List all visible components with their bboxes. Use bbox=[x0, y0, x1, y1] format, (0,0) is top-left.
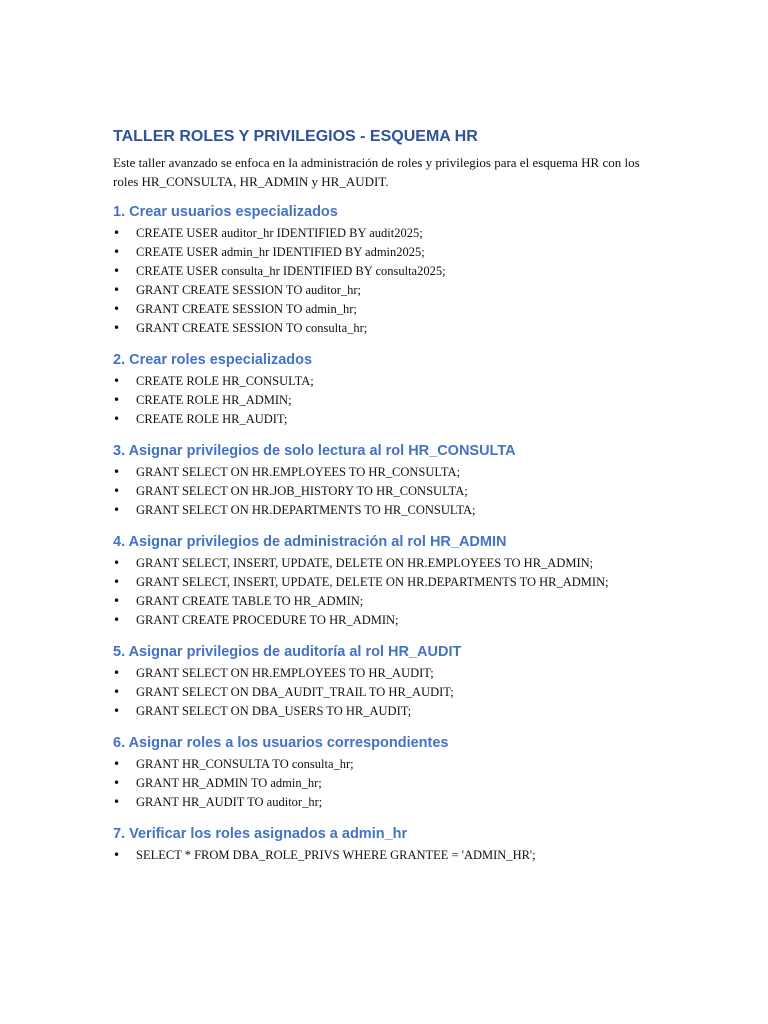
list-item bbox=[113, 463, 728, 482]
list-item bbox=[113, 243, 728, 262]
command-list bbox=[113, 554, 728, 630]
list-item bbox=[113, 611, 728, 630]
bullet-icon: • bbox=[113, 575, 121, 589]
section-heading: 1. Crear usuarios especializados bbox=[113, 204, 338, 220]
bullet-icon: • bbox=[113, 613, 121, 627]
bullet-icon: • bbox=[113, 412, 121, 426]
command-text: CREATE ROLE HR_CONSULTA; bbox=[136, 374, 314, 388]
section-assign-roles bbox=[113, 734, 728, 812]
command-text: GRANT SELECT, INSERT, UPDATE, DELETE ON HR.EMPLOYEES TO HR_ADMIN; bbox=[136, 556, 594, 570]
command-list bbox=[113, 224, 728, 338]
list-item bbox=[113, 410, 728, 429]
section-verify-roles bbox=[113, 825, 728, 865]
command-text: GRANT SELECT ON HR.DEPARTMENTS TO HR_CONSULTA; bbox=[136, 503, 476, 517]
command-text: SELECT * FROM DBA_ROLE_PRIVS WHERE GRANTEE = 'ADMIN_HR'; bbox=[136, 848, 536, 862]
command-text: CREATE USER auditor_hr IDENTIFIED BY audit2025; bbox=[136, 226, 423, 240]
command-text: GRANT HR_AUDIT TO auditor_hr; bbox=[136, 795, 323, 809]
section-heading: 3. Asignar privilegios de solo lectura al rol HR_CONSULTA bbox=[113, 443, 516, 459]
list-item bbox=[113, 664, 728, 683]
bullet-icon: • bbox=[113, 556, 121, 570]
section-heading: 6. Asignar roles a los usuarios correspondientes bbox=[113, 735, 449, 751]
command-text: GRANT CREATE SESSION TO auditor_hr; bbox=[136, 283, 362, 297]
command-text: GRANT CREATE PROCEDURE TO HR_ADMIN; bbox=[136, 613, 399, 627]
bullet-icon: • bbox=[113, 776, 121, 790]
bullet-icon: • bbox=[113, 374, 121, 388]
command-text: GRANT SELECT ON HR.JOB_HISTORY TO HR_CONSULTA; bbox=[136, 484, 468, 498]
command-text: CREATE USER admin_hr IDENTIFIED BY admin2025; bbox=[136, 245, 425, 259]
command-text: CREATE ROLE HR_ADMIN; bbox=[136, 393, 292, 407]
list-item bbox=[113, 391, 728, 410]
command-text: GRANT SELECT ON DBA_AUDIT_TRAIL TO HR_AUDIT; bbox=[136, 685, 454, 699]
bullet-icon: • bbox=[113, 484, 121, 498]
list-item bbox=[113, 702, 728, 721]
list-item bbox=[113, 793, 728, 812]
command-text: GRANT CREATE TABLE TO HR_ADMIN; bbox=[136, 594, 364, 608]
command-text: GRANT HR_CONSULTA TO consulta_hr; bbox=[136, 757, 354, 771]
bullet-icon: • bbox=[113, 685, 121, 699]
command-text: GRANT CREATE SESSION TO admin_hr; bbox=[136, 302, 357, 316]
command-text: GRANT HR_ADMIN TO admin_hr; bbox=[136, 776, 322, 790]
bullet-icon: • bbox=[113, 704, 121, 718]
list-item bbox=[113, 573, 728, 592]
bullet-icon: • bbox=[113, 283, 121, 297]
list-item bbox=[113, 846, 728, 865]
section-create-users bbox=[113, 203, 728, 338]
section-heading: 7. Verificar los roles asignados a admin_hr bbox=[113, 826, 408, 842]
list-item bbox=[113, 501, 728, 520]
list-item bbox=[113, 224, 728, 243]
list-item bbox=[113, 554, 728, 573]
command-list bbox=[113, 846, 728, 865]
command-text: GRANT SELECT ON HR.EMPLOYEES TO HR_AUDIT; bbox=[136, 666, 434, 680]
command-text: CREATE ROLE HR_AUDIT; bbox=[136, 412, 288, 426]
bullet-icon: • bbox=[113, 503, 121, 517]
document-title: TALLER ROLES Y PRIVILEGIOS - ESQUEMA HR bbox=[113, 128, 478, 145]
list-item bbox=[113, 281, 728, 300]
list-item bbox=[113, 300, 728, 319]
list-item bbox=[113, 372, 728, 391]
list-item bbox=[113, 755, 728, 774]
list-item bbox=[113, 319, 728, 338]
bullet-icon: • bbox=[113, 321, 121, 335]
list-item bbox=[113, 262, 728, 281]
command-text: GRANT SELECT, INSERT, UPDATE, DELETE ON HR.DEPARTMENTS TO HR_ADMIN; bbox=[136, 575, 609, 589]
section-heading: 5. Asignar privilegios de auditoría al rol HR_AUDIT bbox=[113, 644, 462, 660]
bullet-icon: • bbox=[113, 848, 121, 862]
command-list bbox=[113, 372, 728, 429]
bullet-icon: • bbox=[113, 757, 121, 771]
section-create-roles bbox=[113, 351, 728, 429]
section-heading: 4. Asignar privilegios de administración al rol HR_ADMIN bbox=[113, 534, 507, 550]
command-text: GRANT SELECT ON HR.EMPLOYEES TO HR_CONSULTA; bbox=[136, 465, 461, 479]
list-item bbox=[113, 482, 728, 501]
section-consulta-privileges bbox=[113, 442, 728, 520]
section-admin-privileges bbox=[113, 533, 728, 630]
section-audit-privileges bbox=[113, 643, 728, 721]
command-list bbox=[113, 664, 728, 721]
command-list bbox=[113, 755, 728, 812]
bullet-icon: • bbox=[113, 393, 121, 407]
list-item bbox=[113, 774, 728, 793]
bullet-icon: • bbox=[113, 245, 121, 259]
command-text: GRANT CREATE SESSION TO consulta_hr; bbox=[136, 321, 368, 335]
intro-paragraph: Este taller avanzado se enfoca en la administración de roles y privilegios para el esquema HR con los roles HR_CONSULTA, HR_ADMIN y HR_AUDIT. bbox=[113, 155, 640, 189]
bullet-icon: • bbox=[113, 302, 121, 316]
bullet-icon: • bbox=[113, 666, 121, 680]
bullet-icon: • bbox=[113, 465, 121, 479]
bullet-icon: • bbox=[113, 795, 121, 809]
bullet-icon: • bbox=[113, 594, 121, 608]
list-item bbox=[113, 592, 728, 611]
bullet-icon: • bbox=[113, 264, 121, 278]
section-heading: 2. Crear roles especializados bbox=[113, 352, 313, 368]
command-text: GRANT SELECT ON DBA_USERS TO HR_AUDIT; bbox=[136, 704, 412, 718]
list-item bbox=[113, 683, 728, 702]
command-list bbox=[113, 463, 728, 520]
bullet-icon: • bbox=[113, 226, 121, 240]
command-text: CREATE USER consulta_hr IDENTIFIED BY consulta2025; bbox=[136, 264, 446, 278]
